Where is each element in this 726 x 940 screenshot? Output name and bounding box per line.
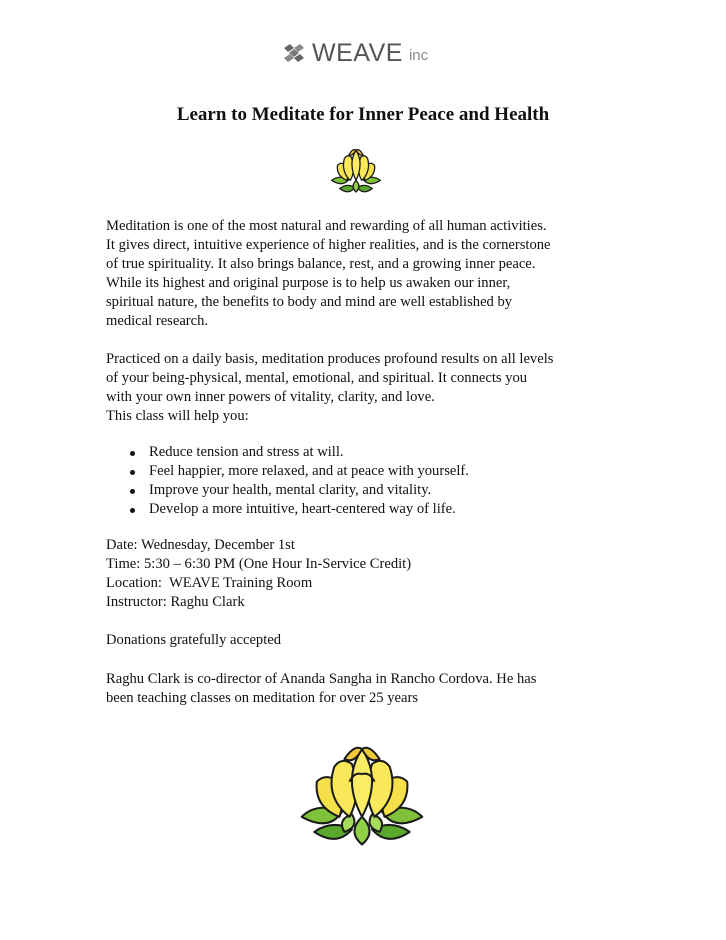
event-date: Date: Wednesday, December 1st <box>106 537 295 553</box>
logo-wordmark: WEAVE <box>312 39 403 67</box>
text-line: Raghu Clark is co-director of Ananda Sangha in Rancho Cordova. He has <box>106 671 537 687</box>
text-line: spiritual nature, the benefits to body and mind are well established by <box>106 294 513 310</box>
text-line: been teaching classes on meditation for over 25 years <box>106 690 419 706</box>
text-line: with your own inner powers of vitality, clarity, and love. <box>106 389 435 405</box>
event-location: Location: WEAVE Training Room <box>106 575 313 591</box>
text-line: of your being-physical, mental, emotional, and spiritual. It connects you <box>106 370 528 386</box>
text-line: Meditation is one of the most natural and rewarding of all human activities. <box>106 218 547 234</box>
weave-logo <box>282 40 428 66</box>
text-line: of true spirituality. It also brings balance, rest, and a growing inner peace. <box>106 256 536 272</box>
benefits-paragraph <box>106 350 626 426</box>
text-line: While its highest and original purpose is to help us awaken our inner, <box>106 275 511 291</box>
instructor-bio <box>106 670 626 708</box>
text-line: medical research. <box>106 313 209 329</box>
lotus-flower-icon <box>327 142 385 198</box>
list-item: Reduce tension and stress at will. <box>128 443 469 462</box>
text-line: Practiced on a daily basis, meditation produces profound results on all levels <box>106 351 554 367</box>
lotus-flower-icon <box>298 744 426 852</box>
benefits-list <box>128 443 469 519</box>
event-time: Time: 5:30 – 6:30 PM (One Hour In-Service Credit) <box>106 556 412 572</box>
list-item: Improve your health, mental clarity, and vitality. <box>128 481 469 500</box>
weave-mark-icon <box>282 42 306 66</box>
text-line: It gives direct, intuitive experience of higher realities, and is the cornerstone <box>106 237 551 253</box>
list-item: Feel happier, more relaxed, and at peace with yourself. <box>128 462 469 481</box>
list-item: Develop a more intuitive, heart-centered way of life. <box>128 500 469 519</box>
event-details <box>106 536 626 612</box>
intro-paragraph <box>106 217 626 331</box>
donations-note: Donations gratefully accepted <box>106 632 282 648</box>
event-instructor: Instructor: Raghu Clark <box>106 594 245 610</box>
text-line: This class will help you: <box>106 408 249 424</box>
logo-suffix: inc <box>408 47 429 64</box>
page-title: Learn to Meditate for Inner Peace and Health <box>176 104 550 125</box>
